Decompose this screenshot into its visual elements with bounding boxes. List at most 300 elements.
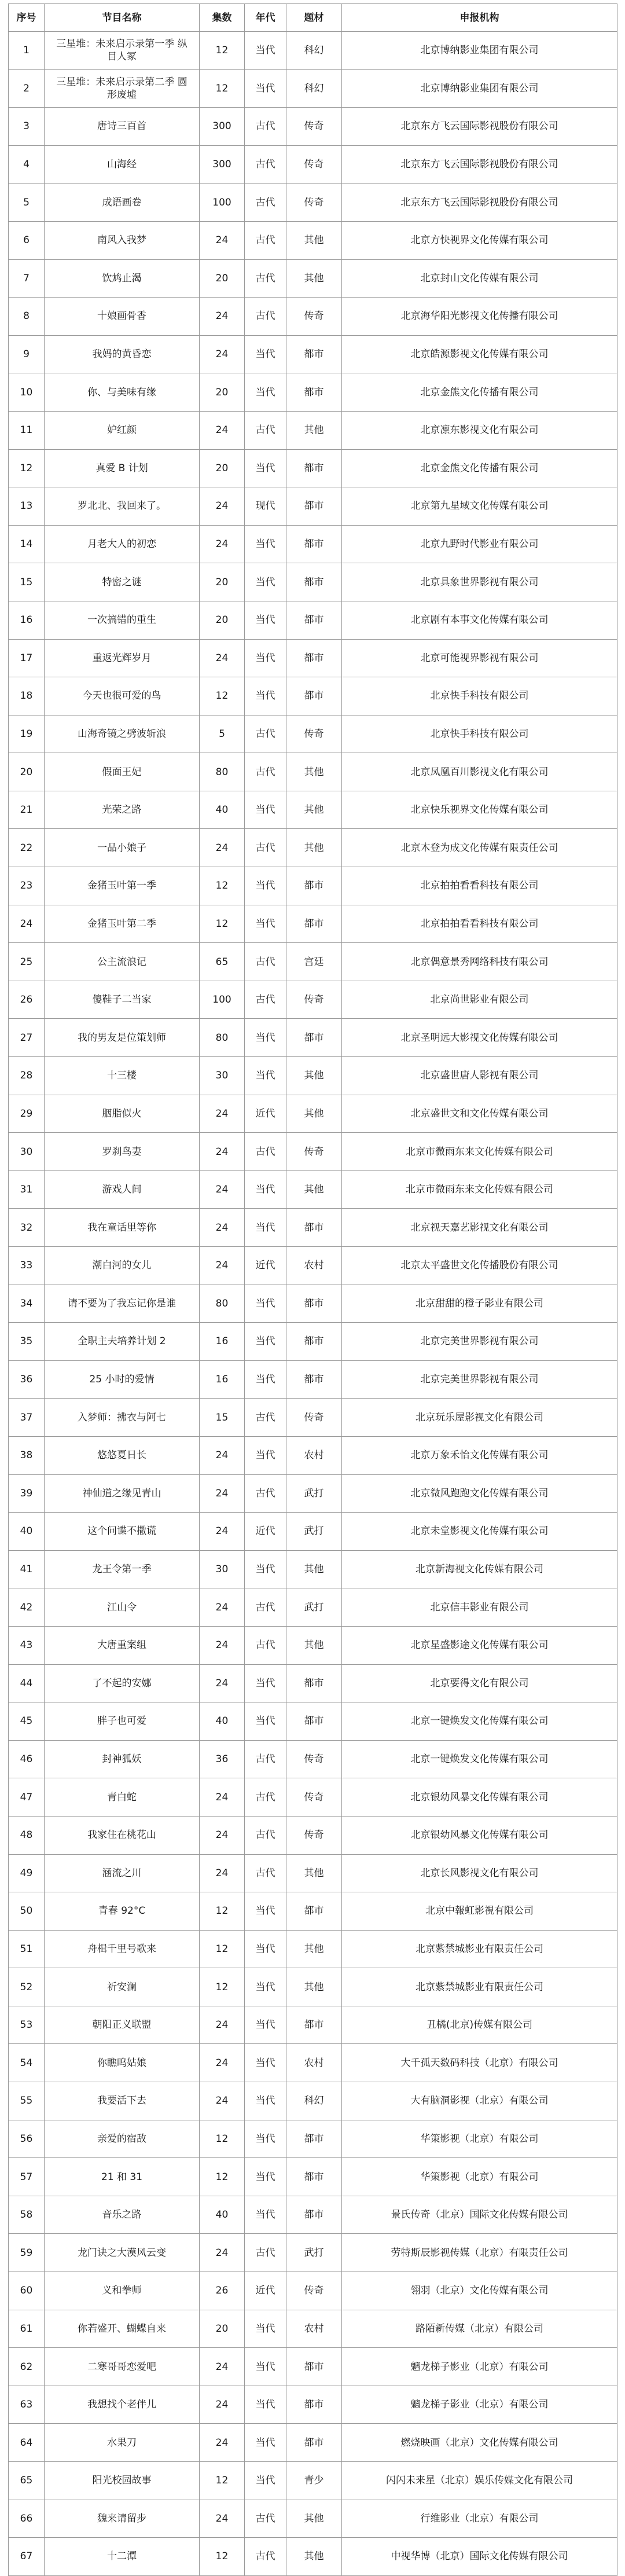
cell-index: 58 xyxy=(9,2196,45,2234)
cell-genre: 都市 xyxy=(286,1664,342,1702)
table-row xyxy=(9,1170,617,1209)
cell-episodes: 40 xyxy=(200,2196,245,2234)
cell-organization: 北京紫禁城影业有限责任公司 xyxy=(342,1930,617,1968)
cell-index: 21 xyxy=(9,791,45,829)
cell-title: 祈安澜 xyxy=(45,1968,200,2006)
cell-genre: 农村 xyxy=(286,1247,342,1285)
cell-index: 66 xyxy=(9,2500,45,2538)
cell-era: 当代 xyxy=(245,69,286,108)
cell-episodes: 24 xyxy=(200,2348,245,2386)
cell-era: 古代 xyxy=(245,184,286,222)
cell-index: 28 xyxy=(9,1057,45,1095)
cell-episodes: 16 xyxy=(200,1323,245,1361)
table-row xyxy=(9,184,617,222)
cell-title: 二寒哥哥恋爱吧 xyxy=(45,2348,200,2386)
cell-genre: 其他 xyxy=(286,2538,342,2576)
cell-title: 特密之谜 xyxy=(45,563,200,601)
cell-title: 25 小时的爱情 xyxy=(45,1360,200,1399)
cell-index: 54 xyxy=(9,2044,45,2082)
cell-title: 涵流之川 xyxy=(45,1854,200,1892)
cell-index: 36 xyxy=(9,1360,45,1399)
cell-era: 当代 xyxy=(245,2158,286,2196)
cell-title: 魏来请留步 xyxy=(45,2500,200,2538)
cell-title: 21 和 31 xyxy=(45,2158,200,2196)
cell-index: 9 xyxy=(9,335,45,373)
cell-era: 古代 xyxy=(245,1133,286,1171)
cell-title: 饮鸩止渴 xyxy=(45,259,200,298)
table-row xyxy=(9,1057,617,1095)
cell-genre: 武打 xyxy=(286,2234,342,2272)
cell-episodes: 100 xyxy=(200,184,245,222)
cell-episodes: 40 xyxy=(200,791,245,829)
cell-index: 39 xyxy=(9,1474,45,1513)
cell-index: 30 xyxy=(9,1133,45,1171)
cell-genre: 其他 xyxy=(286,1550,342,1588)
table-row xyxy=(9,2196,617,2234)
cell-episodes: 24 xyxy=(200,335,245,373)
cell-era: 当代 xyxy=(245,1930,286,1968)
table-row xyxy=(9,2272,617,2310)
cell-organization: 北京银幼风暴文化传媒有限公司 xyxy=(342,1816,617,1854)
cell-episodes: 30 xyxy=(200,1057,245,1095)
table-row xyxy=(9,145,617,184)
header-era: 年代 xyxy=(245,4,286,32)
cell-title: 阳光校园故事 xyxy=(45,2462,200,2500)
cell-genre: 都市 xyxy=(286,525,342,563)
cell-episodes: 24 xyxy=(200,1778,245,1817)
cell-genre: 武打 xyxy=(286,1588,342,1627)
table-header xyxy=(9,4,617,32)
cell-index: 14 xyxy=(9,525,45,563)
cell-organization: 北京新海视文化传媒有限公司 xyxy=(342,1550,617,1588)
cell-episodes: 24 xyxy=(200,2386,245,2424)
cell-organization: 北京东方飞云国际影视股份有限公司 xyxy=(342,184,617,222)
cell-genre: 都市 xyxy=(286,1323,342,1361)
cell-episodes: 24 xyxy=(200,1170,245,1209)
cell-era: 当代 xyxy=(245,791,286,829)
header-organization: 申报机构 xyxy=(342,4,617,32)
cell-title: 龙王令第一季 xyxy=(45,1550,200,1588)
cell-genre: 传奇 xyxy=(286,1740,342,1778)
cell-title: 我的男友是位策划师 xyxy=(45,1019,200,1057)
cell-title: 青白蛇 xyxy=(45,1778,200,1817)
cell-genre: 传奇 xyxy=(286,2272,342,2310)
cell-title: 重返光辉岁月 xyxy=(45,639,200,677)
cell-episodes: 20 xyxy=(200,373,245,412)
header-episodes: 集数 xyxy=(200,4,245,32)
cell-episodes: 24 xyxy=(200,2044,245,2082)
cell-era: 近代 xyxy=(245,1247,286,1285)
cell-episodes: 12 xyxy=(200,2120,245,2158)
cell-organization: 景氏传奇（北京）国际文化传媒有限公司 xyxy=(342,2196,617,2234)
cell-genre: 武打 xyxy=(286,1513,342,1551)
table-body xyxy=(9,32,617,2576)
cell-era: 古代 xyxy=(245,981,286,1019)
table-row xyxy=(9,1436,617,1474)
cell-organization: 北京一键焕发文化传媒有限公司 xyxy=(342,1740,617,1778)
cell-organization: 北京皓源影视文化传媒有限公司 xyxy=(342,335,617,373)
cell-organization: 魑龙梯子影业（北京）有限公司 xyxy=(342,2348,617,2386)
cell-index: 11 xyxy=(9,411,45,449)
cell-title: 舟楫千里号歌来 xyxy=(45,1930,200,1968)
cell-title: 朝阳正义联盟 xyxy=(45,2006,200,2044)
cell-genre: 都市 xyxy=(286,2120,342,2158)
cell-genre: 宫廷 xyxy=(286,943,342,981)
cell-era: 当代 xyxy=(245,2006,286,2044)
cell-title: 公主流浪记 xyxy=(45,943,200,981)
table-row xyxy=(9,2006,617,2044)
cell-era: 古代 xyxy=(245,715,286,753)
cell-title: 龙门诀之大漠风云变 xyxy=(45,2234,200,2272)
cell-genre: 都市 xyxy=(286,2424,342,2462)
header-title: 节目名称 xyxy=(45,4,200,32)
cell-index: 27 xyxy=(9,1019,45,1057)
table-row xyxy=(9,2310,617,2348)
cell-genre: 农村 xyxy=(286,1436,342,1474)
cell-organization: 中视华博（北京）国际文化传媒有限公司 xyxy=(342,2538,617,2576)
table-row xyxy=(9,2500,617,2538)
cell-index: 17 xyxy=(9,639,45,677)
cell-organization: 北京方快视界文化传媒有限公司 xyxy=(342,221,617,259)
table-row xyxy=(9,298,617,336)
cell-era: 近代 xyxy=(245,2272,286,2310)
cell-genre: 传奇 xyxy=(286,298,342,336)
cell-genre: 都市 xyxy=(286,2386,342,2424)
cell-episodes: 80 xyxy=(200,1019,245,1057)
table-row xyxy=(9,2120,617,2158)
cell-genre: 其他 xyxy=(286,1968,342,2006)
cell-organization: 北京信丰影业有限公司 xyxy=(342,1588,617,1627)
cell-genre: 都市 xyxy=(286,2158,342,2196)
cell-index: 12 xyxy=(9,449,45,487)
cell-index: 61 xyxy=(9,2310,45,2348)
table-row xyxy=(9,411,617,449)
cell-index: 19 xyxy=(9,715,45,753)
cell-organization: 北京紫禁城影业有限责任公司 xyxy=(342,1968,617,2006)
cell-genre: 都市 xyxy=(286,2196,342,2234)
table-row xyxy=(9,829,617,867)
table-row xyxy=(9,1474,617,1513)
cell-era: 古代 xyxy=(245,829,286,867)
cell-episodes: 16 xyxy=(200,1360,245,1399)
cell-era: 当代 xyxy=(245,563,286,601)
table-row xyxy=(9,2082,617,2120)
cell-organization: 北京要得文化有限公司 xyxy=(342,1664,617,1702)
cell-era: 古代 xyxy=(245,1854,286,1892)
cell-episodes: 40 xyxy=(200,1702,245,1741)
cell-organization: 北京完美世界影视有限公司 xyxy=(342,1360,617,1399)
cell-episodes: 65 xyxy=(200,943,245,981)
cell-era: 当代 xyxy=(245,601,286,639)
cell-title: 江山令 xyxy=(45,1588,200,1627)
cell-genre: 科幻 xyxy=(286,69,342,108)
cell-organization: 北京博纳影业集团有限公司 xyxy=(342,69,617,108)
table-row xyxy=(9,1285,617,1323)
cell-organization: 北京海华阳光影视文化传播有限公司 xyxy=(342,298,617,336)
cell-genre: 其他 xyxy=(286,1930,342,1968)
cell-organization: 翎羽（北京）文化传媒有限公司 xyxy=(342,2272,617,2310)
cell-genre: 传奇 xyxy=(286,145,342,184)
cell-era: 当代 xyxy=(245,1323,286,1361)
cell-organization: 北京甜甜的橙子影业有限公司 xyxy=(342,1285,617,1323)
cell-organization: 劳特斯辰影视传媒（北京）有限责任公司 xyxy=(342,2234,617,2272)
cell-era: 古代 xyxy=(245,1399,286,1437)
cell-title: 三星堆：未来启示录第一季 纵目人冢 xyxy=(45,32,200,70)
cell-era: 古代 xyxy=(245,411,286,449)
table-row xyxy=(9,69,617,108)
cell-title: 义和拳师 xyxy=(45,2272,200,2310)
cell-organization: 北京市微雨东来文化传媒有限公司 xyxy=(342,1170,617,1209)
table-row xyxy=(9,1778,617,1817)
cell-index: 22 xyxy=(9,829,45,867)
table-row xyxy=(9,2348,617,2386)
cell-genre: 传奇 xyxy=(286,184,342,222)
cell-index: 38 xyxy=(9,1436,45,1474)
table-row xyxy=(9,108,617,146)
cell-genre: 都市 xyxy=(286,639,342,677)
cell-organization: 北京视天嘉艺影视文化有限公司 xyxy=(342,1209,617,1247)
cell-episodes: 24 xyxy=(200,525,245,563)
cell-title: 假面王妃 xyxy=(45,753,200,791)
cell-organization: 北京凤凰百川影视文化有限公司 xyxy=(342,753,617,791)
table-row xyxy=(9,1323,617,1361)
cell-episodes: 24 xyxy=(200,1133,245,1171)
cell-index: 43 xyxy=(9,1626,45,1664)
cell-episodes: 24 xyxy=(200,639,245,677)
cell-genre: 都市 xyxy=(286,449,342,487)
cell-index: 29 xyxy=(9,1095,45,1133)
cell-episodes: 20 xyxy=(200,2310,245,2348)
cell-organization: 北京金熊文化传播有限公司 xyxy=(342,449,617,487)
cell-genre: 其他 xyxy=(286,411,342,449)
cell-organization: 北京盛世唐人影视有限公司 xyxy=(342,1057,617,1095)
cell-genre: 都市 xyxy=(286,601,342,639)
cell-organization: 北京太平盛世文化传播股份有限公司 xyxy=(342,1247,617,1285)
cell-title: 唐诗三百首 xyxy=(45,108,200,146)
table-row xyxy=(9,1702,617,1741)
table-row xyxy=(9,1209,617,1247)
cell-index: 13 xyxy=(9,487,45,526)
cell-episodes: 80 xyxy=(200,1285,245,1323)
cell-era: 当代 xyxy=(245,639,286,677)
cell-title: 十二潭 xyxy=(45,2538,200,2576)
cell-era: 当代 xyxy=(245,1057,286,1095)
cell-genre: 都市 xyxy=(286,677,342,715)
cell-title: 傻鞋子二当家 xyxy=(45,981,200,1019)
cell-title: 胭脂似火 xyxy=(45,1095,200,1133)
cell-organization: 闪闪未来星（北京）娱乐传媒文化有限公司 xyxy=(342,2462,617,2500)
cell-era: 当代 xyxy=(245,1550,286,1588)
cell-episodes: 24 xyxy=(200,1588,245,1627)
cell-genre: 都市 xyxy=(286,1892,342,1931)
table-row xyxy=(9,449,617,487)
program-table xyxy=(8,3,617,2576)
cell-title: 我妈的黄昏恋 xyxy=(45,335,200,373)
cell-index: 40 xyxy=(9,1513,45,1551)
cell-title: 青春 92°C xyxy=(45,1892,200,1931)
cell-era: 当代 xyxy=(245,449,286,487)
header-row xyxy=(9,4,617,32)
cell-organization: 北京尚世影业有限公司 xyxy=(342,981,617,1019)
table-row xyxy=(9,1247,617,1285)
cell-organization: 北京东方飞云国际影视股份有限公司 xyxy=(342,145,617,184)
cell-era: 古代 xyxy=(245,1816,286,1854)
cell-era: 古代 xyxy=(245,753,286,791)
cell-era: 古代 xyxy=(245,108,286,146)
cell-genre: 都市 xyxy=(286,867,342,905)
table-row xyxy=(9,1740,617,1778)
table-row xyxy=(9,487,617,526)
cell-title: 光荣之路 xyxy=(45,791,200,829)
cell-episodes: 20 xyxy=(200,563,245,601)
table-row xyxy=(9,867,617,905)
cell-title: 我想找个老伴儿 xyxy=(45,2386,200,2424)
cell-episodes: 24 xyxy=(200,411,245,449)
cell-organization: 北京一键焕发文化传媒有限公司 xyxy=(342,1702,617,1741)
cell-genre: 其他 xyxy=(286,1095,342,1133)
cell-genre: 其他 xyxy=(286,829,342,867)
table-row xyxy=(9,1550,617,1588)
cell-genre: 其他 xyxy=(286,2500,342,2538)
cell-era: 近代 xyxy=(245,1513,286,1551)
cell-index: 59 xyxy=(9,2234,45,2272)
cell-genre: 传奇 xyxy=(286,1133,342,1171)
cell-organization: 魑龙梯子影业（北京）有限公司 xyxy=(342,2386,617,2424)
table-row xyxy=(9,2386,617,2424)
cell-era: 古代 xyxy=(245,2538,286,2576)
cell-index: 16 xyxy=(9,601,45,639)
table-row xyxy=(9,2234,617,2272)
cell-episodes: 24 xyxy=(200,1095,245,1133)
cell-index: 1 xyxy=(9,32,45,70)
cell-index: 2 xyxy=(9,69,45,108)
cell-episodes: 30 xyxy=(200,1550,245,1588)
table-row xyxy=(9,1513,617,1551)
cell-genre: 科幻 xyxy=(286,32,342,70)
cell-genre: 传奇 xyxy=(286,1399,342,1437)
cell-genre: 都市 xyxy=(286,373,342,412)
cell-era: 古代 xyxy=(245,221,286,259)
cell-title: 罗北北、我回来了。 xyxy=(45,487,200,526)
cell-title: 胖子也可爱 xyxy=(45,1702,200,1741)
table-row xyxy=(9,1892,617,1931)
cell-genre: 都市 xyxy=(286,1285,342,1323)
table-row xyxy=(9,525,617,563)
cell-genre: 科幻 xyxy=(286,2082,342,2120)
cell-era: 当代 xyxy=(245,677,286,715)
table-row xyxy=(9,1133,617,1171)
cell-organization: 北京封山文化传媒有限公司 xyxy=(342,259,617,298)
cell-index: 62 xyxy=(9,2348,45,2386)
cell-index: 10 xyxy=(9,373,45,412)
cell-title: 三星堆：未来启示录第二季 圆形废墟 xyxy=(45,69,200,108)
cell-genre: 其他 xyxy=(286,791,342,829)
cell-title: 真爱 B 计划 xyxy=(45,449,200,487)
cell-era: 当代 xyxy=(245,1019,286,1057)
cell-episodes: 15 xyxy=(200,1399,245,1437)
cell-genre: 传奇 xyxy=(286,981,342,1019)
cell-episodes: 300 xyxy=(200,145,245,184)
cell-era: 古代 xyxy=(245,943,286,981)
cell-episodes: 24 xyxy=(200,829,245,867)
table-row xyxy=(9,1930,617,1968)
table-row xyxy=(9,753,617,791)
cell-episodes: 24 xyxy=(200,2082,245,2120)
cell-title: 全职主夫培养计划 2 xyxy=(45,1323,200,1361)
cell-era: 当代 xyxy=(245,2386,286,2424)
cell-organization: 北京拍拍看看科技有限公司 xyxy=(342,905,617,943)
cell-index: 64 xyxy=(9,2424,45,2462)
cell-index: 7 xyxy=(9,259,45,298)
cell-episodes: 24 xyxy=(200,1664,245,1702)
cell-title: 今天也很可爱的鸟 xyxy=(45,677,200,715)
cell-era: 古代 xyxy=(245,1588,286,1627)
cell-episodes: 24 xyxy=(200,1247,245,1285)
cell-organization: 北京拍拍看看科技有限公司 xyxy=(342,867,617,905)
cell-genre: 传奇 xyxy=(286,108,342,146)
cell-title: 游戏人间 xyxy=(45,1170,200,1209)
cell-organization: 北京银幼风暴文化传媒有限公司 xyxy=(342,1778,617,1817)
cell-episodes: 26 xyxy=(200,2272,245,2310)
cell-index: 26 xyxy=(9,981,45,1019)
cell-title: 亲爱的宿敌 xyxy=(45,2120,200,2158)
table-row xyxy=(9,1854,617,1892)
cell-episodes: 12 xyxy=(200,32,245,70)
cell-organization: 北京剧有本事文化传媒有限公司 xyxy=(342,601,617,639)
cell-index: 3 xyxy=(9,108,45,146)
table-row xyxy=(9,2044,617,2082)
cell-organization: 北京快手科技有限公司 xyxy=(342,715,617,753)
cell-episodes: 12 xyxy=(200,677,245,715)
cell-organization: 北京金熊文化传播有限公司 xyxy=(342,373,617,412)
cell-genre: 传奇 xyxy=(286,1778,342,1817)
cell-title: 悠悠夏日长 xyxy=(45,1436,200,1474)
cell-title: 你瞧呜姑娘 xyxy=(45,2044,200,2082)
cell-title: 金猪玉叶第一季 xyxy=(45,867,200,905)
cell-era: 当代 xyxy=(245,2044,286,2082)
cell-era: 当代 xyxy=(245,2424,286,2462)
table-row xyxy=(9,1399,617,1437)
cell-title: 你若盛开、蝴蝶自来 xyxy=(45,2310,200,2348)
cell-genre: 其他 xyxy=(286,1170,342,1209)
cell-index: 31 xyxy=(9,1170,45,1209)
cell-episodes: 24 xyxy=(200,298,245,336)
cell-organization: 丑橘(北京)传媒有限公司 xyxy=(342,2006,617,2044)
cell-organization: 路陌新传媒（北京）有限公司 xyxy=(342,2310,617,2348)
table-row xyxy=(9,1095,617,1133)
cell-index: 4 xyxy=(9,145,45,184)
cell-era: 当代 xyxy=(245,1702,286,1741)
cell-era: 当代 xyxy=(245,32,286,70)
cell-episodes: 12 xyxy=(200,867,245,905)
cell-index: 18 xyxy=(9,677,45,715)
cell-era: 古代 xyxy=(245,2234,286,2272)
cell-episodes: 24 xyxy=(200,1816,245,1854)
cell-episodes: 12 xyxy=(200,1968,245,2006)
cell-era: 古代 xyxy=(245,1740,286,1778)
cell-index: 15 xyxy=(9,563,45,601)
table-row xyxy=(9,981,617,1019)
cell-genre: 传奇 xyxy=(286,715,342,753)
cell-index: 56 xyxy=(9,2120,45,2158)
cell-index: 37 xyxy=(9,1399,45,1437)
cell-genre: 都市 xyxy=(286,487,342,526)
table-row xyxy=(9,943,617,981)
cell-index: 8 xyxy=(9,298,45,336)
cell-episodes: 24 xyxy=(200,487,245,526)
table-row xyxy=(9,373,617,412)
cell-title: 一次搞错的重生 xyxy=(45,601,200,639)
